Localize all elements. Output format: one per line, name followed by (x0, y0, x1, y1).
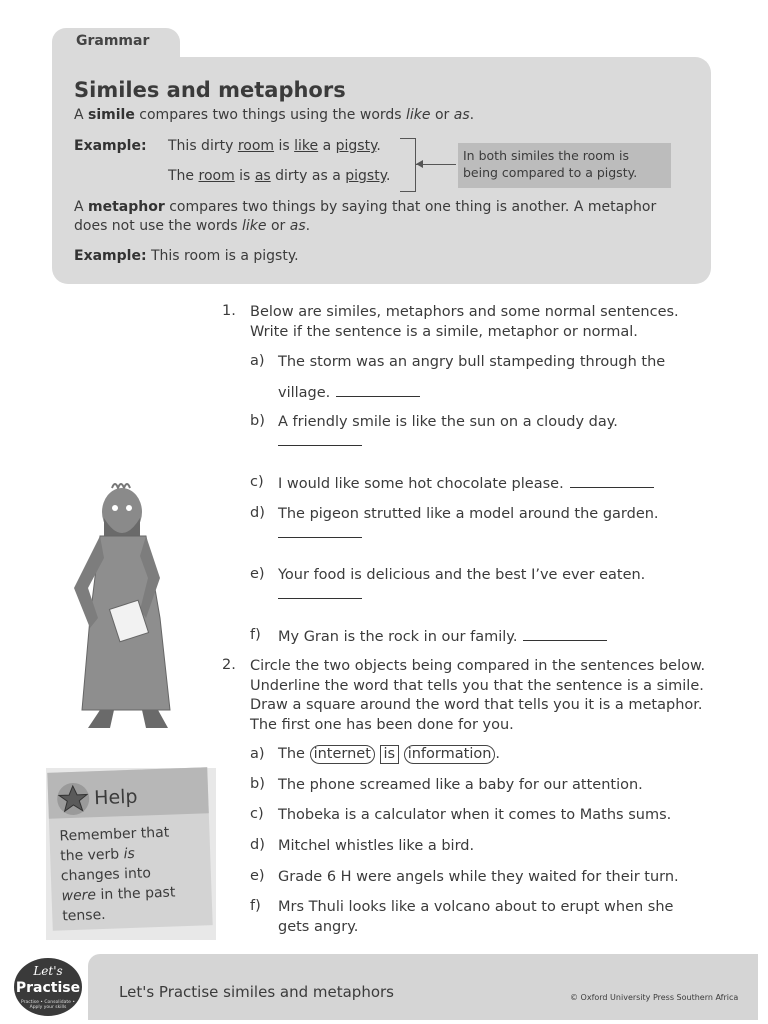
q2-item-d[interactable]: Mitchel whistles like a bird. (278, 838, 475, 854)
footer-title: Let's Practise similes and metaphors (119, 983, 394, 1001)
metaphor-definition-line-2: does not use the words like or as. (74, 218, 311, 234)
q1-letter-d: d) (250, 505, 265, 521)
question-2-number: 2. (222, 657, 236, 673)
arrow-head-icon (416, 160, 423, 168)
q2-letter-b: b) (250, 776, 265, 792)
example-label: Example: (74, 138, 147, 154)
question-1-instructions: Below are similes, metaphors and some normal sentences. Write if the sentence is a simile, metaphor or normal. (250, 304, 679, 340)
q1-item-e: Your food is delicious and the best I’ve ever eaten. (278, 567, 646, 583)
q1-item-d: The pigeon strutted like a model around the garden. (278, 506, 659, 522)
star-icon (56, 781, 91, 816)
page-title: Similes and metaphors (74, 78, 346, 102)
q1-letter-e: e) (250, 566, 265, 582)
character-illustration (60, 478, 190, 740)
q2-letter-f: f) (250, 898, 261, 914)
q1-item-c: I would like some hot chocolate please. (278, 474, 654, 495)
metaphor-definition-line-1: A metaphor compares two things by saying that one thing is another. A metaphor (74, 199, 657, 215)
help-title: Help (93, 785, 138, 810)
circled-word: information (404, 745, 496, 764)
q2-letter-d: d) (250, 837, 265, 853)
q2-item-b[interactable]: The phone screamed like a baby for our attention. (278, 777, 643, 793)
simile-definition: A simile compares two things using the words like or as. (74, 107, 475, 123)
q1-item-f: My Gran is the rock in our family. (278, 627, 607, 648)
example-simile-2: The room is as dirty as a pigsty. (168, 168, 391, 184)
q1-letter-b: b) (250, 413, 265, 429)
example-simile-1: This dirty room is like a pigsty. (168, 138, 381, 154)
q1-item-a-cont: village. (278, 383, 420, 404)
grammar-tab-label: Grammar (76, 33, 150, 49)
q1-item-b: A friendly smile is like the sun on a cloudy day. (278, 414, 618, 430)
q1-item-a: The storm was an angry bull stampeding through the (278, 354, 666, 370)
q2-item-e[interactable]: Grade 6 H were angels while they waited for their turn. (278, 869, 679, 885)
copyright: © Oxford University Press Southern Africa (570, 993, 739, 1002)
q2-item-f[interactable]: Mrs Thuli looks like a volcano about to erupt when she gets angry. (278, 899, 674, 935)
q1-letter-c: c) (250, 474, 264, 490)
q2-letter-c: c) (250, 806, 264, 822)
answer-blank-f[interactable] (523, 627, 607, 641)
q2-item-a: The internet is information . (278, 746, 501, 762)
boxed-word: is (380, 745, 400, 764)
q2-letter-e: e) (250, 868, 265, 884)
q1-letter-f: f) (250, 627, 261, 643)
question-1-number: 1. (222, 303, 236, 319)
answer-blank-e[interactable] (278, 598, 362, 599)
help-text: Remember that the verb is changes into were in the past tense. (59, 824, 176, 925)
q1-letter-a: a) (250, 353, 265, 369)
question-2-instructions: Circle the two objects being compared in the sentences below. Underline the word that tells you that the sentence is a simile. Draw a square around the word that tells you it is a metaphor. The first one has been done for you. (250, 658, 706, 733)
answer-blank-b[interactable] (278, 445, 362, 446)
metaphor-example: Example: This room is a pigsty. (74, 248, 299, 264)
example-note: In both similes the room is being compared to a pigsty. (458, 143, 671, 188)
lets-practise-logo: Let's Practise Practise • Consolidate • Apply your skills (14, 958, 82, 1016)
answer-blank-a[interactable] (336, 383, 420, 397)
q2-item-c[interactable]: Thobeka is a calculator when it comes to Maths sums. (278, 807, 672, 823)
circled-word: internet (310, 745, 375, 764)
help-box (47, 767, 212, 930)
q2-letter-a: a) (250, 746, 265, 762)
example-bracket (400, 138, 416, 192)
answer-blank-d[interactable] (278, 537, 362, 538)
answer-blank-c[interactable] (570, 474, 654, 488)
